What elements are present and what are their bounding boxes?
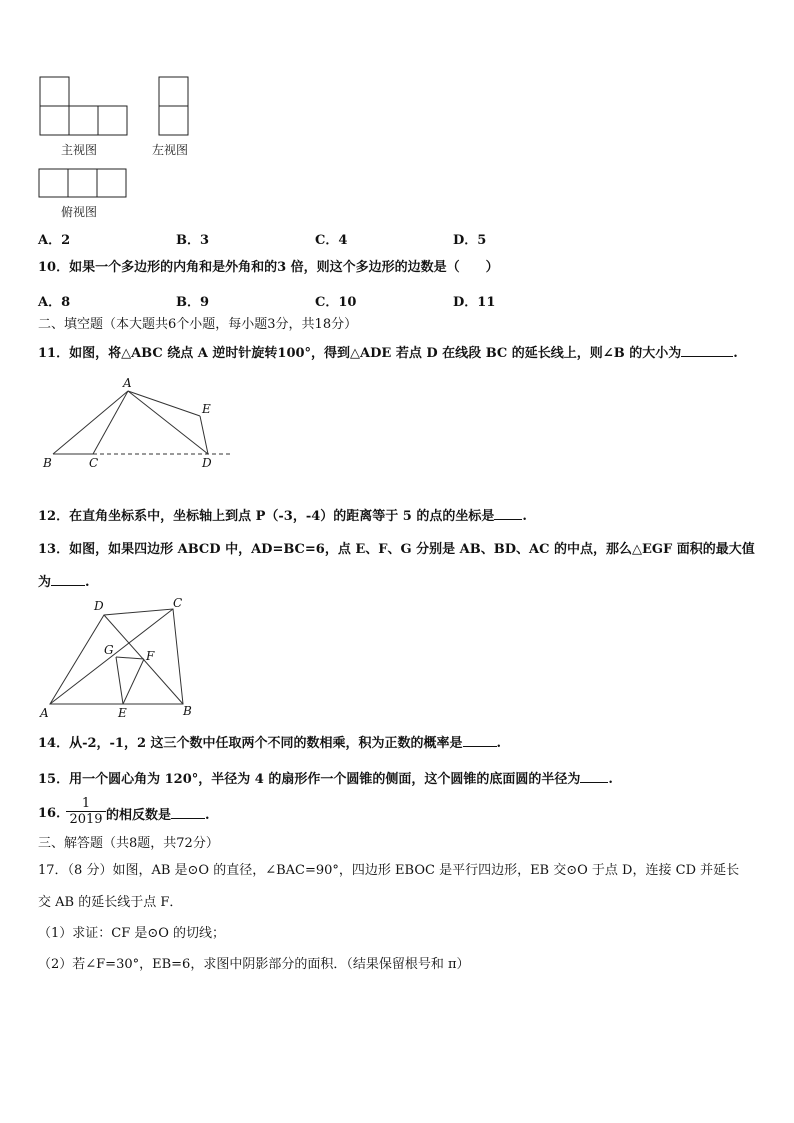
q13-question-line2 (38, 573, 90, 591)
q13-label-g: G (104, 643, 114, 657)
q11-label-c: C (89, 456, 99, 470)
q10-text: 10．如果一个多边形的内角和是外角和的3 倍，则这个多边形的边数是（ ） (38, 260, 499, 275)
q11-triangle-figure (38, 372, 243, 472)
q9-option-b: B．3 (176, 233, 210, 248)
q13-text-line1: 13．如图，如果四边形 ABCD 中，AD=BC=6，点 E、F、G 分别是 AB、BD、AC 的中点，那么△EGF 面积的最大值 (38, 542, 755, 557)
q16-suffix: 的相反数是 (106, 808, 172, 823)
front-view-label: 主视图 (61, 143, 98, 157)
q16-denominator: 2019 (69, 812, 103, 827)
q13-label-e: E (118, 706, 127, 720)
q11-label-b: B (43, 456, 52, 470)
q16-fraction (66, 796, 106, 827)
q14-text: 14．从-2，-1，2 这三个数中任取两个不同的数相乘，积为正数的概率是 (38, 736, 463, 751)
q10-option-c: C．10 (315, 295, 357, 310)
q13-label-a: A (40, 706, 49, 720)
q13-label-d: D (94, 599, 104, 613)
q13-text-line2: 为 (38, 575, 52, 590)
q11-answer-blank (681, 344, 733, 357)
section3-heading: 三、解答题（共8题，共72分） (38, 836, 219, 851)
q12-text: 12．在直角坐标系中，坐标轴上到点 P（-3，-4）的距离等于 5 的点的坐标是 (38, 509, 495, 524)
q13-label-b: B (183, 704, 192, 718)
q11-text: 11．如图，将△ABC 绕点 A 逆时针旋转100°，得到△ADE 若点 D 在线段 BC 的延长线上，则∠B 的大小为 (38, 346, 682, 361)
q11-end: . (733, 346, 738, 361)
q17-line2: 交 AB 的延长线于点 F． (38, 895, 183, 910)
q14-answer-blank (463, 734, 497, 747)
left-view-label: 左视图 (152, 143, 189, 157)
front-view-top-square (40, 77, 69, 106)
q9-option-a: A．2 (38, 233, 71, 248)
q11-label-d: D (202, 456, 212, 470)
q16-prefix: 16． (38, 806, 70, 821)
q12-end: . (522, 509, 527, 524)
q9-option-c: C．4 (315, 233, 348, 248)
q17-line1: 17．（8 分）如图，AB 是⊙O 的直径，∠BAC=90°，四边形 EBOC 是平行四边形，EB 交⊙O 于点 D，连接 CD 并延长 (38, 863, 740, 878)
q10-option-b: B．9 (176, 295, 210, 310)
q10-option-d: D．11 (453, 295, 496, 310)
q13-label-f: F (146, 649, 155, 663)
q13-quadrilateral-figure (38, 596, 198, 724)
q12-answer-blank (494, 507, 522, 520)
q16-answer-blank (171, 806, 205, 819)
q10-option-a: A．8 (38, 295, 71, 310)
q11-label-e: E (202, 402, 211, 416)
q11-question (38, 344, 738, 362)
q16-question-tail (106, 806, 210, 824)
top-view-label: 俯视图 (61, 205, 98, 219)
q13-answer-blank (51, 573, 85, 586)
q15-answer-blank (580, 770, 608, 783)
left-view-top-square (159, 77, 188, 106)
q15-end: . (608, 772, 613, 787)
q13-end: . (85, 575, 90, 590)
q17-part2: （2）若∠F=30°，EB=6，求图中阴影部分的面积．（结果保留根号和 π） (38, 957, 470, 972)
q16-numerator: 1 (66, 796, 106, 812)
q16-end: . (205, 808, 210, 823)
q15-question (38, 770, 613, 788)
q11-label-a: A (123, 376, 132, 390)
top-view-square-1 (39, 169, 68, 197)
q15-text: 15．用一个圆心角为 120°，半径为 4 的扇形作一个圆锥的侧面，这个圆锥的底面圆的半径为 (38, 772, 581, 787)
q13-label-c: C (173, 596, 183, 610)
q14-question (38, 734, 501, 752)
section2-heading: 二、填空题（本大题共6个小题，每小题3分，共18分） (38, 317, 358, 332)
q17-part1: （1）求证：CF 是⊙O 的切线； (38, 926, 226, 941)
q14-end: . (496, 736, 502, 751)
q9-option-d: D．5 (453, 233, 487, 248)
q12-question (38, 507, 527, 525)
